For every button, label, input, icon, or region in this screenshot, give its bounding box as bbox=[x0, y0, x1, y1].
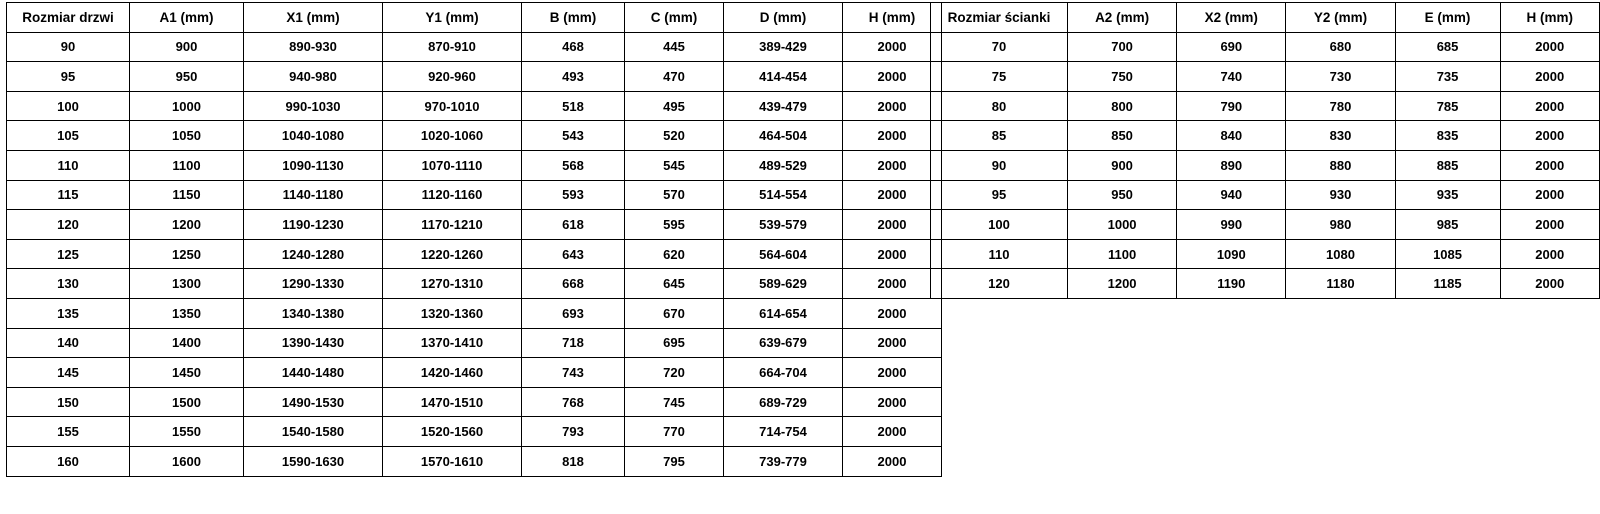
table-cell: 668 bbox=[522, 269, 625, 299]
table-cell: 145 bbox=[7, 358, 130, 388]
table-cell: 545 bbox=[625, 150, 724, 180]
table-cell: 920-960 bbox=[383, 62, 522, 92]
table-cell: 468 bbox=[522, 32, 625, 62]
table-cell: 2000 bbox=[843, 446, 942, 476]
table-cell: 2000 bbox=[1500, 121, 1599, 151]
table-cell: 140 bbox=[7, 328, 130, 358]
table-cell: 770 bbox=[625, 417, 724, 447]
table-cell: 1000 bbox=[130, 91, 244, 121]
table-cell: 155 bbox=[7, 417, 130, 447]
table-cell: 745 bbox=[625, 387, 724, 417]
table-cell: 150 bbox=[7, 387, 130, 417]
table-cell: 160 bbox=[7, 446, 130, 476]
table-cell: 100 bbox=[7, 91, 130, 121]
table-cell: 818 bbox=[522, 446, 625, 476]
table-row bbox=[931, 269, 1600, 299]
table-cell: 614-654 bbox=[724, 298, 843, 328]
table-cell: 685 bbox=[1395, 32, 1500, 62]
table-cell: 790 bbox=[1177, 91, 1286, 121]
table-cell: 980 bbox=[1286, 210, 1395, 240]
table-cell: 689-729 bbox=[724, 387, 843, 417]
column-header: H (mm) bbox=[843, 3, 942, 33]
table-cell: 1450 bbox=[130, 358, 244, 388]
table-cell: 1290-1330 bbox=[244, 269, 383, 299]
table-cell: 785 bbox=[1395, 91, 1500, 121]
table-cell: 1590-1630 bbox=[244, 446, 383, 476]
table-cell: 1370-1410 bbox=[383, 328, 522, 358]
table-row bbox=[7, 298, 942, 328]
table-cell: 890-930 bbox=[244, 32, 383, 62]
table-cell: 1040-1080 bbox=[244, 121, 383, 151]
table-row bbox=[7, 121, 942, 151]
table-cell: 718 bbox=[522, 328, 625, 358]
table-cell: 595 bbox=[625, 210, 724, 240]
table-cell: 2000 bbox=[843, 417, 942, 447]
table-cell: 470 bbox=[625, 62, 724, 92]
table-cell: 2000 bbox=[1500, 150, 1599, 180]
column-header: Y2 (mm) bbox=[1286, 3, 1395, 33]
table-cell: 720 bbox=[625, 358, 724, 388]
table-cell: 2000 bbox=[843, 121, 942, 151]
table-cell: 645 bbox=[625, 269, 724, 299]
table-cell: 539-579 bbox=[724, 210, 843, 240]
table-cell: 445 bbox=[625, 32, 724, 62]
table-cell: 940-980 bbox=[244, 62, 383, 92]
column-header: A2 (mm) bbox=[1067, 3, 1176, 33]
table-cell: 115 bbox=[7, 180, 130, 210]
table-cell: 1570-1610 bbox=[383, 446, 522, 476]
table-cell: 1300 bbox=[130, 269, 244, 299]
table-row bbox=[7, 358, 942, 388]
table-cell: 1390-1430 bbox=[244, 328, 383, 358]
table-cell: 570 bbox=[625, 180, 724, 210]
table-cell: 389-429 bbox=[724, 32, 843, 62]
table-cell: 120 bbox=[7, 210, 130, 240]
table-cell: 639-679 bbox=[724, 328, 843, 358]
walls-dimensions-table bbox=[930, 2, 1600, 299]
table-row bbox=[931, 32, 1600, 62]
table-cell: 795 bbox=[625, 446, 724, 476]
table-cell: 990-1030 bbox=[244, 91, 383, 121]
table-cell: 2000 bbox=[843, 387, 942, 417]
table-cell: 1020-1060 bbox=[383, 121, 522, 151]
table-cell: 743 bbox=[522, 358, 625, 388]
table-row bbox=[931, 239, 1600, 269]
table-cell: 793 bbox=[522, 417, 625, 447]
table-header-row bbox=[931, 3, 1600, 33]
table-cell: 2000 bbox=[1500, 180, 1599, 210]
table-cell: 664-704 bbox=[724, 358, 843, 388]
table-cell: 518 bbox=[522, 91, 625, 121]
table-cell: 1250 bbox=[130, 239, 244, 269]
table-cell: 740 bbox=[1177, 62, 1286, 92]
table-row bbox=[7, 417, 942, 447]
table-cell: 1090-1130 bbox=[244, 150, 383, 180]
table-cell: 680 bbox=[1286, 32, 1395, 62]
table-cell: 900 bbox=[130, 32, 244, 62]
table-row bbox=[7, 446, 942, 476]
table-cell: 935 bbox=[1395, 180, 1500, 210]
table-cell: 85 bbox=[931, 121, 1068, 151]
table-cell: 125 bbox=[7, 239, 130, 269]
table-row bbox=[7, 269, 942, 299]
table-row bbox=[7, 239, 942, 269]
table-cell: 464-504 bbox=[724, 121, 843, 151]
table-cell: 1220-1260 bbox=[383, 239, 522, 269]
table-cell: 690 bbox=[1177, 32, 1286, 62]
table-cell: 780 bbox=[1286, 91, 1395, 121]
table-cell: 730 bbox=[1286, 62, 1395, 92]
table-cell: 520 bbox=[625, 121, 724, 151]
table-cell: 1070-1110 bbox=[383, 150, 522, 180]
column-header: E (mm) bbox=[1395, 3, 1500, 33]
table-cell: 593 bbox=[522, 180, 625, 210]
table-cell: 489-529 bbox=[724, 150, 843, 180]
table-cell: 1100 bbox=[1067, 239, 1176, 269]
table-cell: 2000 bbox=[843, 150, 942, 180]
table-cell: 1180 bbox=[1286, 269, 1395, 299]
column-header: C (mm) bbox=[625, 3, 724, 33]
table-cell: 1120-1160 bbox=[383, 180, 522, 210]
table-cell: 1140-1180 bbox=[244, 180, 383, 210]
table-cell: 105 bbox=[7, 121, 130, 151]
table-cell: 695 bbox=[625, 328, 724, 358]
table-row bbox=[7, 150, 942, 180]
table-cell: 950 bbox=[1067, 180, 1176, 210]
table-cell: 2000 bbox=[1500, 62, 1599, 92]
table-cell: 643 bbox=[522, 239, 625, 269]
table-cell: 670 bbox=[625, 298, 724, 328]
table-cell: 543 bbox=[522, 121, 625, 151]
table-cell: 2000 bbox=[1500, 210, 1599, 240]
table-cell: 90 bbox=[7, 32, 130, 62]
table-cell: 1170-1210 bbox=[383, 210, 522, 240]
table-cell: 900 bbox=[1067, 150, 1176, 180]
table-cell: 1090 bbox=[1177, 239, 1286, 269]
table-cell: 950 bbox=[130, 62, 244, 92]
table-row bbox=[931, 180, 1600, 210]
table-cell: 1540-1580 bbox=[244, 417, 383, 447]
table-cell: 880 bbox=[1286, 150, 1395, 180]
column-header: Rozmiar ścianki bbox=[931, 3, 1068, 33]
table-cell: 1400 bbox=[130, 328, 244, 358]
table-cell: 100 bbox=[931, 210, 1068, 240]
table-cell: 693 bbox=[522, 298, 625, 328]
table-row bbox=[931, 121, 1600, 151]
table-cell: 739-779 bbox=[724, 446, 843, 476]
table-cell: 850 bbox=[1067, 121, 1176, 151]
table-cell: 1240-1280 bbox=[244, 239, 383, 269]
table-cell: 130 bbox=[7, 269, 130, 299]
table-cell: 439-479 bbox=[724, 91, 843, 121]
table-cell: 495 bbox=[625, 91, 724, 121]
table-cell: 2000 bbox=[843, 298, 942, 328]
table-cell: 1500 bbox=[130, 387, 244, 417]
column-header: D (mm) bbox=[724, 3, 843, 33]
table-cell: 1200 bbox=[1067, 269, 1176, 299]
table-row bbox=[931, 150, 1600, 180]
table-cell: 1150 bbox=[130, 180, 244, 210]
table-cell: 1100 bbox=[130, 150, 244, 180]
table-cell: 768 bbox=[522, 387, 625, 417]
table-cell: 1270-1310 bbox=[383, 269, 522, 299]
column-header: H (mm) bbox=[1500, 3, 1599, 33]
table-cell: 835 bbox=[1395, 121, 1500, 151]
doors-dimensions-table bbox=[6, 2, 942, 477]
table-row bbox=[7, 180, 942, 210]
table-cell: 1190-1230 bbox=[244, 210, 383, 240]
table-cell: 1320-1360 bbox=[383, 298, 522, 328]
table-row bbox=[7, 328, 942, 358]
column-header: X1 (mm) bbox=[244, 3, 383, 33]
table-cell: 120 bbox=[931, 269, 1068, 299]
table-row bbox=[7, 387, 942, 417]
table-cell: 2000 bbox=[843, 269, 942, 299]
table-cell: 135 bbox=[7, 298, 130, 328]
table-cell: 2000 bbox=[1500, 91, 1599, 121]
doors-table-body bbox=[7, 32, 942, 476]
table-cell: 1470-1510 bbox=[383, 387, 522, 417]
table-cell: 1085 bbox=[1395, 239, 1500, 269]
column-header: X2 (mm) bbox=[1177, 3, 1286, 33]
table-cell: 2000 bbox=[843, 32, 942, 62]
table-cell: 2000 bbox=[843, 239, 942, 269]
table-row bbox=[7, 91, 942, 121]
table-cell: 1420-1460 bbox=[383, 358, 522, 388]
column-header: Rozmiar drzwi bbox=[7, 3, 130, 33]
table-cell: 1190 bbox=[1177, 269, 1286, 299]
table-cell: 2000 bbox=[843, 358, 942, 388]
walls-table-header bbox=[931, 3, 1600, 33]
table-cell: 1490-1530 bbox=[244, 387, 383, 417]
column-header: B (mm) bbox=[522, 3, 625, 33]
table-cell: 700 bbox=[1067, 32, 1176, 62]
table-cell: 1080 bbox=[1286, 239, 1395, 269]
table-cell: 493 bbox=[522, 62, 625, 92]
table-cell: 970-1010 bbox=[383, 91, 522, 121]
doors-table-header bbox=[7, 3, 942, 33]
table-cell: 1050 bbox=[130, 121, 244, 151]
table-header-row bbox=[7, 3, 942, 33]
table-cell: 985 bbox=[1395, 210, 1500, 240]
table-cell: 1000 bbox=[1067, 210, 1176, 240]
table-cell: 95 bbox=[931, 180, 1068, 210]
table-cell: 70 bbox=[931, 32, 1068, 62]
table-cell: 2000 bbox=[1500, 269, 1599, 299]
table-cell: 75 bbox=[931, 62, 1068, 92]
table-cell: 564-604 bbox=[724, 239, 843, 269]
table-cell: 2000 bbox=[1500, 239, 1599, 269]
column-header: Y1 (mm) bbox=[383, 3, 522, 33]
table-cell: 1350 bbox=[130, 298, 244, 328]
table-cell: 2000 bbox=[843, 210, 942, 240]
table-cell: 750 bbox=[1067, 62, 1176, 92]
table-cell: 990 bbox=[1177, 210, 1286, 240]
table-cell: 940 bbox=[1177, 180, 1286, 210]
table-cell: 618 bbox=[522, 210, 625, 240]
walls-dimensions-table-container bbox=[930, 2, 1600, 299]
table-row bbox=[931, 210, 1600, 240]
column-header: A1 (mm) bbox=[130, 3, 244, 33]
table-cell: 2000 bbox=[1500, 32, 1599, 62]
table-cell: 1600 bbox=[130, 446, 244, 476]
table-cell: 414-454 bbox=[724, 62, 843, 92]
table-cell: 930 bbox=[1286, 180, 1395, 210]
table-cell: 110 bbox=[931, 239, 1068, 269]
table-cell: 735 bbox=[1395, 62, 1500, 92]
walls-table-body bbox=[931, 32, 1600, 298]
table-row bbox=[7, 62, 942, 92]
table-cell: 1550 bbox=[130, 417, 244, 447]
doors-dimensions-table-container bbox=[6, 2, 942, 477]
table-cell: 1520-1560 bbox=[383, 417, 522, 447]
table-cell: 870-910 bbox=[383, 32, 522, 62]
table-cell: 90 bbox=[931, 150, 1068, 180]
table-cell: 1200 bbox=[130, 210, 244, 240]
table-cell: 800 bbox=[1067, 91, 1176, 121]
table-row bbox=[931, 62, 1600, 92]
table-cell: 2000 bbox=[843, 62, 942, 92]
table-row bbox=[7, 210, 942, 240]
table-row bbox=[7, 32, 942, 62]
table-cell: 840 bbox=[1177, 121, 1286, 151]
table-cell: 589-629 bbox=[724, 269, 843, 299]
table-cell: 890 bbox=[1177, 150, 1286, 180]
table-cell: 80 bbox=[931, 91, 1068, 121]
table-cell: 1440-1480 bbox=[244, 358, 383, 388]
table-cell: 1340-1380 bbox=[244, 298, 383, 328]
table-cell: 830 bbox=[1286, 121, 1395, 151]
table-cell: 110 bbox=[7, 150, 130, 180]
table-cell: 1185 bbox=[1395, 269, 1500, 299]
table-cell: 568 bbox=[522, 150, 625, 180]
table-cell: 620 bbox=[625, 239, 724, 269]
table-cell: 2000 bbox=[843, 328, 942, 358]
table-cell: 885 bbox=[1395, 150, 1500, 180]
table-cell: 714-754 bbox=[724, 417, 843, 447]
table-cell: 514-554 bbox=[724, 180, 843, 210]
table-row bbox=[931, 91, 1600, 121]
table-cell: 2000 bbox=[843, 91, 942, 121]
table-cell: 2000 bbox=[843, 180, 942, 210]
table-cell: 95 bbox=[7, 62, 130, 92]
